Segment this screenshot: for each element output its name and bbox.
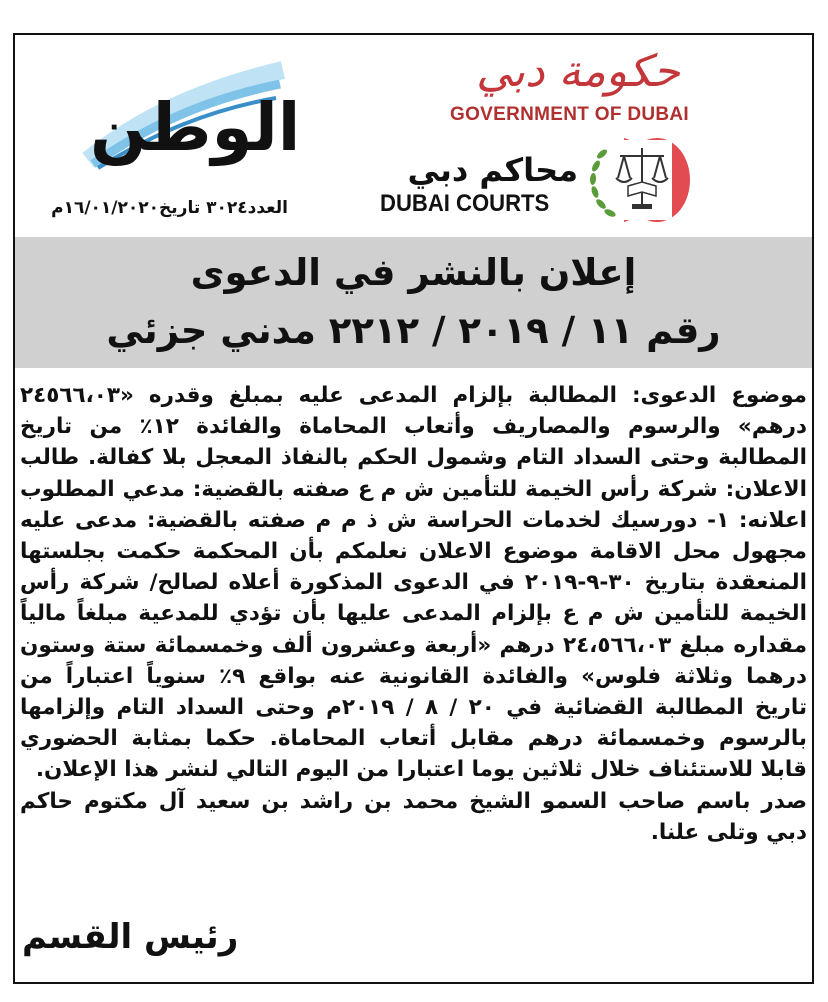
newspaper-masthead (28, 60, 301, 230)
notice-title: إعلان بالنشر في الدعوى (190, 251, 637, 294)
notice-paragraph: موضوع الدعوى: المطالبة بإلزام المدعى عليه بمبلغ وقدره «٢٤٥٦٦،٠٣ درهم» والرسوم والمصاريف وأتعاب المحاماة والفائدة ١٢٪ من تاريخ المطالبة وحتى السداد التام وشمول الحكم بالنفاذ المعجل بلا كفالة. طالب الاعلان: شركة رأس الخيمة للتأمين ش م ع صفته بالقضية: مدعي المطلوب اعلانه: ١- دورسيك لخدمات الحراسة ش ذ م م صفته بالقضية: مدعى عليه مجهول محل الاقامة موضوع الاعلان نعلمكم بأن المحكمة حكمت بجلستها المنعقدة بتاريخ ٣٠-٩-٢٠١٩ في الدعوى المذكورة أعلاه لصالح/ شركة رأس الخيمة للتأمين ش م ع بإلزام المدعى عليها بأن تؤدي للمدعية مبلغاً مالياً مقداره مبلغ ٢٤،٥٦٦،٠٣ درهم «أربعة وعشرون ألف وخمسمائة ستة وستون درهما وثلاثة فلوس» والفائدة القانونية عنه بواقع ٩٪ سنوياً اعتباراً من تاريخ المطالبة القضائية في ٢٠ / ٨ / ٢٠١٩م وحتى السداد التام وإلزامها بالرسوم وخمسمائة درهم مقابل أتعاب المحاماة. حكما بمثابة الحضوري قابلا للاستئناف خلال ثلاثين يوما اعتبارا من اليوم التالي لنشر هذا الإعلان. (20, 383, 808, 783)
newspaper-name: الوطن (90, 89, 301, 166)
notice-body (20, 380, 807, 848)
notice-title-band (15, 237, 812, 368)
case-number: رقم ١١ / ٢٠١٩ / ٢٢١٢ مدني جزئي (106, 309, 721, 352)
issue-number-date: العدد٣٠٢٤ تاريخ١٦/٠١/٢٠٢٠م (51, 198, 288, 218)
scales-of-justice-icon (584, 134, 696, 226)
courts-english-name: DUBAI COURTS (380, 190, 550, 217)
government-arabic-logo: حكومة دبي (476, 46, 680, 97)
government-english-name: GOVERNMENT OF DUBAI (450, 104, 689, 125)
courts-arabic-name: محاكم دبي (407, 151, 578, 189)
signature-department-head: رئيس القسم (22, 917, 239, 957)
notice-closing: صدر باسم صاحب السمو الشيخ محمد بن راشد بن سعيد آل مكتوم حاكم دبي وتلى علنا. (20, 788, 807, 845)
government-of-dubai-logo (440, 42, 700, 132)
